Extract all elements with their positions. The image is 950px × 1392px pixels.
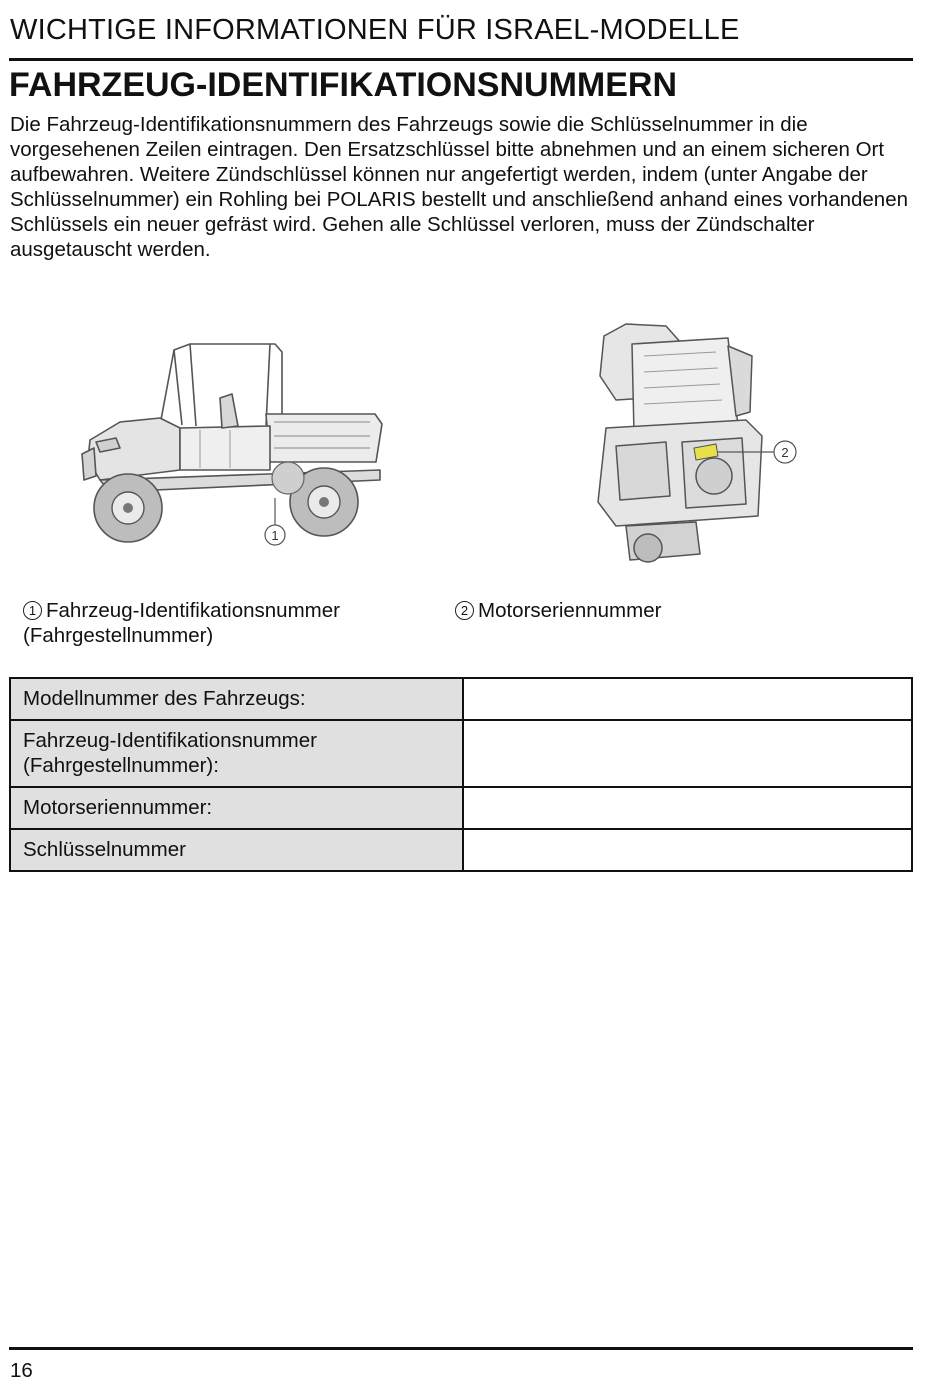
vehicle-cargo-bed xyxy=(266,414,382,462)
key-number-label: Schlüsselnummer xyxy=(10,829,463,871)
key-number-entry-field[interactable] xyxy=(463,829,912,871)
model-number-label: Modellnummer des Fahrzeugs: xyxy=(10,678,463,720)
vehicle-callout-number: 1 xyxy=(271,528,279,543)
caption-number-marker: 1 xyxy=(23,601,42,620)
vehicle-roll-cage xyxy=(158,344,282,436)
table-row xyxy=(10,720,912,787)
caption-engine-serial-text: Motorseriennummer xyxy=(478,599,662,622)
engine-serial-entry-field[interactable] xyxy=(463,787,912,829)
section-title: FAHRZEUG-IDENTIFIKATIONSNUMMERN xyxy=(9,66,677,104)
caption-vin-text: Fahrzeug-Identifikationsnummer (Fahrgestellnummer) xyxy=(23,599,340,647)
header-divider xyxy=(9,58,913,61)
vin-entry-field[interactable] xyxy=(463,720,912,787)
engine-illustration xyxy=(586,316,812,572)
caption-vin xyxy=(23,598,423,648)
footer-divider xyxy=(9,1347,913,1350)
engine-callout-number: 2 xyxy=(781,445,789,460)
intro-paragraph: Die Fahrzeug-Identifikationsnummern des Fahrzeugs sowie die Schlüsselnummer in die vorgesehenen Zeilen eintragen. Den Ersatzschlüssel bitte abnehmen und an einem sicheren Ort aufbewahren. Weitere Zündschlüssel können nur angefertigt werden, indem (unter Angabe der Schlüsselnummer) ein Rohling bei POLARIS bestellt und anschließend anhand eines vorhandenen Schlüssels ein neuer gefräst wird. Gehen alle Schlüssel verloren, muss der Zündschalter ausgetauscht werden. xyxy=(10,113,908,261)
vin-label: Fahrzeug-Identifikationsnummer (Fahrgestellnummer): xyxy=(10,720,463,787)
page-header-title: WICHTIGE INFORMATIONEN FÜR ISRAEL-MODELLE xyxy=(10,14,740,46)
identification-number-table xyxy=(9,677,913,872)
caption-number-marker: 2 xyxy=(455,601,474,620)
table-row xyxy=(10,787,912,829)
model-number-entry-field[interactable] xyxy=(463,678,912,720)
table-row xyxy=(10,829,912,871)
caption-engine-serial xyxy=(455,598,855,623)
table-row xyxy=(10,678,912,720)
vehicle-illustration xyxy=(70,330,390,555)
engine-serial-label: Motorseriennummer: xyxy=(10,787,463,829)
vehicle-front-wheel xyxy=(94,474,162,542)
page-number: 16 xyxy=(10,1359,33,1382)
